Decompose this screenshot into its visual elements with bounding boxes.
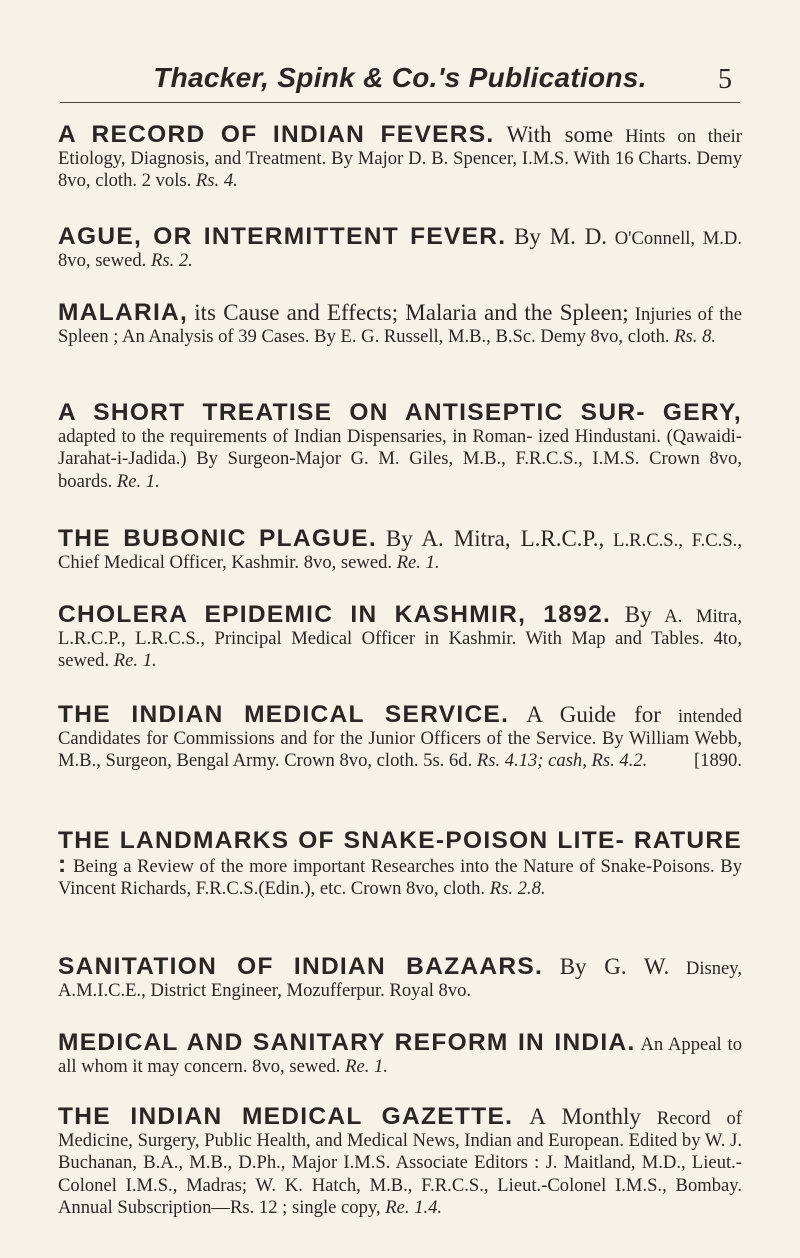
entry-title: THE LANDMARKS OF SNAKE-POISON LITE- RATURE : bbox=[58, 827, 742, 879]
entry-price: Re. 1. bbox=[396, 552, 440, 574]
entry-title: MALARIA, bbox=[58, 299, 189, 326]
entry-title: AGUE, OR INTERMITTENT FEVER. bbox=[58, 223, 507, 250]
entry-title: THE INDIAN MEDICAL SERVICE. bbox=[58, 701, 510, 728]
entry-title: MEDICAL AND SANITARY REFORM IN INDIA. bbox=[58, 1029, 636, 1056]
entry-body: A. Mitra, L.R.C.P., L.R.C.S., Principal Medical Officer in Kashmir. With Map and Tables. 4to, sewed. bbox=[58, 606, 742, 672]
publication-entry bbox=[58, 827, 742, 901]
entry-lead: A Monthly bbox=[529, 1104, 641, 1129]
entry-price: Rs. 2.8. bbox=[489, 878, 546, 900]
entry-body: Being a Review of the more important Researches into the Nature of Snake-Poisons. By Vincent Richards, F.R.C.S.(Edin.), etc. Crown 8vo, cloth. bbox=[58, 856, 742, 900]
entry-body: O'Connell, M.D. 8vo, sewed. bbox=[58, 228, 742, 272]
entry-lead: its Cause and Effects; Malaria and the Spleen; bbox=[194, 300, 629, 325]
entry-title: CHOLERA EPIDEMIC IN KASHMIR, 1892. bbox=[58, 601, 612, 628]
publication-entry bbox=[58, 1103, 742, 1219]
entry-price: Rs. 4.13; cash, Rs. 4.2. bbox=[476, 750, 648, 772]
entry-price: Re. 1. bbox=[116, 470, 160, 492]
page-number: 5 bbox=[718, 64, 732, 95]
publication-entry bbox=[58, 223, 742, 272]
entry-title: SANITATION OF INDIAN BAZAARS. bbox=[58, 953, 544, 980]
entry-body: Injuries of the Spleen ; An Analysis of 39 Cases. By E. G. Russell, M.B., B.Sc. Demy 8vo, cloth. bbox=[58, 304, 742, 348]
entry-price: Rs. 8. bbox=[674, 326, 717, 348]
entry-price: Re. 1.4. bbox=[385, 1196, 443, 1218]
entry-body: Disney, A.M.I.C.E., District Engineer, Mozufferpur. Royal 8vo. bbox=[58, 958, 743, 1002]
page-header bbox=[0, 58, 800, 98]
entry-body: adapted to the requirements of Indian Dispensaries, in Roman- ized Hindustani. (Qawaidi-Jarahat-i-Jadida.) By Surgeon-Major G. M. Giles, M.B., F.R.C.S., I.M.S. Crown 8vo, boards. bbox=[58, 426, 742, 492]
publication-entry bbox=[58, 1029, 743, 1078]
publication-entry bbox=[58, 701, 742, 773]
entry-title: A SHORT TREATISE ON ANTISEPTIC SUR- GERY, bbox=[58, 399, 742, 426]
publication-entry bbox=[58, 601, 742, 673]
entry-body: L.R.C.S., F.C.S., Chief Medical Officer, Kashmir. 8vo, sewed. bbox=[58, 530, 742, 574]
header-rule bbox=[60, 102, 740, 103]
publication-entry bbox=[58, 299, 742, 348]
publication-entry bbox=[58, 121, 742, 193]
entry-lead: With some bbox=[506, 122, 614, 147]
entry-price: Rs. 4. bbox=[195, 170, 238, 192]
publication-entry bbox=[58, 525, 742, 574]
entry-lead: By bbox=[624, 602, 652, 627]
entry-lead: By A. Mitra, L.R.C.P., bbox=[385, 526, 605, 551]
publication-entry bbox=[58, 399, 742, 493]
entry-price: Re. 1. bbox=[113, 650, 157, 672]
entry-lead: By G. W. bbox=[559, 954, 670, 979]
entry-title: A RECORD OF INDIAN FEVERS. bbox=[58, 121, 495, 148]
entry-body: Record of Medicine, Surgery, Public Health, and Medical News, Indian and European. Edited by W. J. Buchanan, B.A., M.B., D.Ph., Major I.M.S. Associate Editors : J. Maitland, M.D., Lieut.-Colonel I.M.S., Madras; W. K. Hatch, M.B., F.R.C.S., Lieut.-Colonel I.M.S., Bombay. Annual Subscription—Rs. 12 ; single copy, bbox=[58, 1108, 742, 1218]
entry-lead: By M. D. bbox=[514, 224, 608, 249]
entry-body: Hints on their Etiology, Diagnosis, and Treatment. By Major D. B. Spencer, I.M.S. With 16 Charts. Demy 8vo, cloth. 2 vols. bbox=[58, 126, 742, 192]
entry-price: Rs. 2. bbox=[150, 250, 193, 272]
running-head: Thacker, Spink & Co.'s Publications. bbox=[153, 62, 647, 93]
publication-entry bbox=[58, 953, 743, 1002]
entry-lead: A Guide for bbox=[526, 702, 661, 727]
entry-title: THE BUBONIC PLAGUE. bbox=[58, 525, 377, 552]
entry-body: An Appeal to all whom it may concern. 8vo, sewed. bbox=[58, 1034, 743, 1078]
entry-date: [1890. bbox=[693, 750, 742, 772]
entry-body: intended Candidates for Commissions and for the Junior Officers of the Service. By William Webb, M.B., Surgeon, Bengal Army. Crown 8vo, cloth. 5s. 6d. bbox=[58, 706, 742, 772]
entry-title: THE INDIAN MEDICAL GAZETTE. bbox=[58, 1103, 514, 1130]
entry-price: Re. 1. bbox=[345, 1056, 388, 1078]
